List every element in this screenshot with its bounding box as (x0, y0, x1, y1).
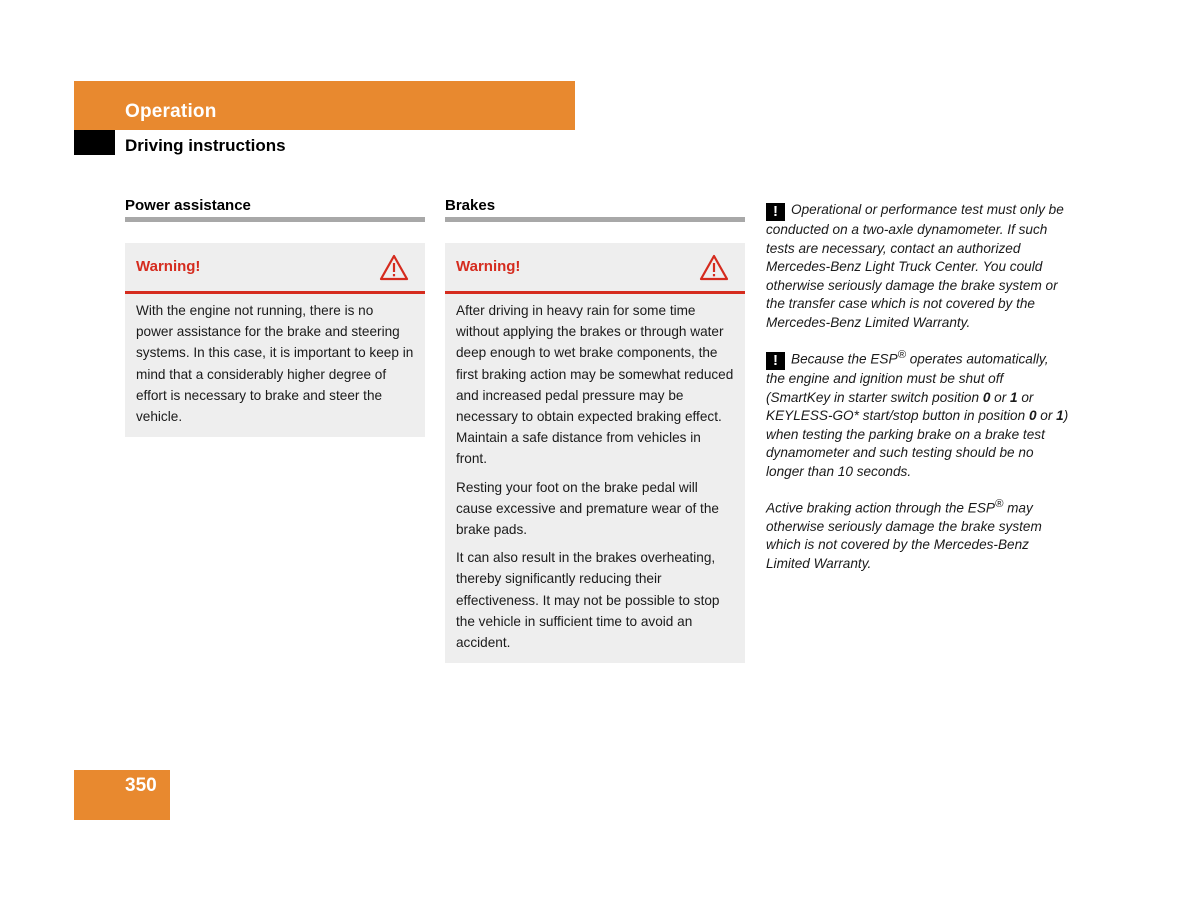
note-text: or (1036, 408, 1057, 424)
note-esp-shutoff (766, 346, 1071, 482)
exclamation-box-icon: ! (766, 352, 785, 370)
brakes-heading: Brakes (445, 197, 496, 214)
note-text: or (990, 389, 1011, 405)
section-title: Operation (125, 101, 217, 122)
warning-box-power-assistance (125, 243, 425, 437)
warning-triangle-icon (699, 254, 729, 281)
warning-header (445, 243, 745, 294)
switch-position: 1 (1010, 389, 1018, 405)
warning-text: After driving in heavy rain for some time without applying the brakes or through water deep enough to wet brake components, the first braking action may be somewhat reduced and increased pedal pressure may be necessary to obtain expected braking effect. Maintain a safe distance from vehicles in front. (456, 303, 734, 467)
warning-body (445, 294, 745, 663)
registered-mark: ® (897, 348, 906, 361)
warning-header (125, 243, 425, 294)
warning-triangle-icon (379, 254, 409, 281)
warning-body (125, 294, 425, 437)
warning-box-brakes (445, 243, 745, 663)
note-text: may otherwise seriously damage the brake system which is not covered by the Mercedes-Benz Limited Warranty. (766, 500, 1042, 571)
registered-mark: ® (994, 497, 1004, 510)
subsection-marker (74, 130, 115, 155)
switch-position: 0 (1028, 408, 1037, 424)
exclamation-box-icon: ! (766, 203, 785, 221)
subsection-title: Driving instructions (125, 136, 286, 155)
note-text: ) when testing the parking brake on a brake test dynamometer and such testing should be no longer than 10 seconds. (766, 408, 1069, 480)
notes-column (766, 201, 1071, 587)
note-text: Active braking action through the ESP (766, 500, 995, 516)
switch-position: 1 (1056, 408, 1064, 424)
warning-text: Resting your foot on the brake pedal will cause excessive and premature wear of the brake pads. (456, 479, 719, 538)
warning-label: Warning! (136, 258, 201, 275)
note-text: Because the ESP (791, 351, 898, 367)
note-active-braking (766, 495, 1071, 574)
note-text: operates automatically, the engine and ignition must be shut off (SmartKey in starter switch position (766, 351, 1049, 405)
page-number: 350 (125, 775, 157, 796)
switch-position: 0 (982, 389, 991, 405)
warning-label: Warning! (456, 258, 521, 275)
heading-rule (125, 217, 425, 222)
note-dynamometer (766, 201, 1071, 333)
warning-text: It can also result in the brakes overheating, thereby significantly reducing their effectiveness. It may not be possible to stop the vehicle in sufficient time to avoid an accident. (456, 550, 720, 651)
heading-rule (445, 217, 745, 222)
note-text: Operational or performance test must only be conducted on a two-axle dynamometer. If such tests are necessary, contact an authorized Mercedes-Benz Light Truck Center. You could otherwise seriously damage the brake system or the transfer case which is not covered by the Mercedes-Benz Limited Warranty. (766, 202, 1064, 330)
power-assistance-heading: Power assistance (125, 197, 251, 214)
warning-text: With the engine not running, there is no power assistance for the brake and steering systems. In this case, it is important to keep in mind that a considerably higher degree of effort is necessary to brake and steer the vehicle. (136, 303, 414, 425)
note-text: or KEYLESS-GO* start/stop button in position (766, 389, 1034, 424)
